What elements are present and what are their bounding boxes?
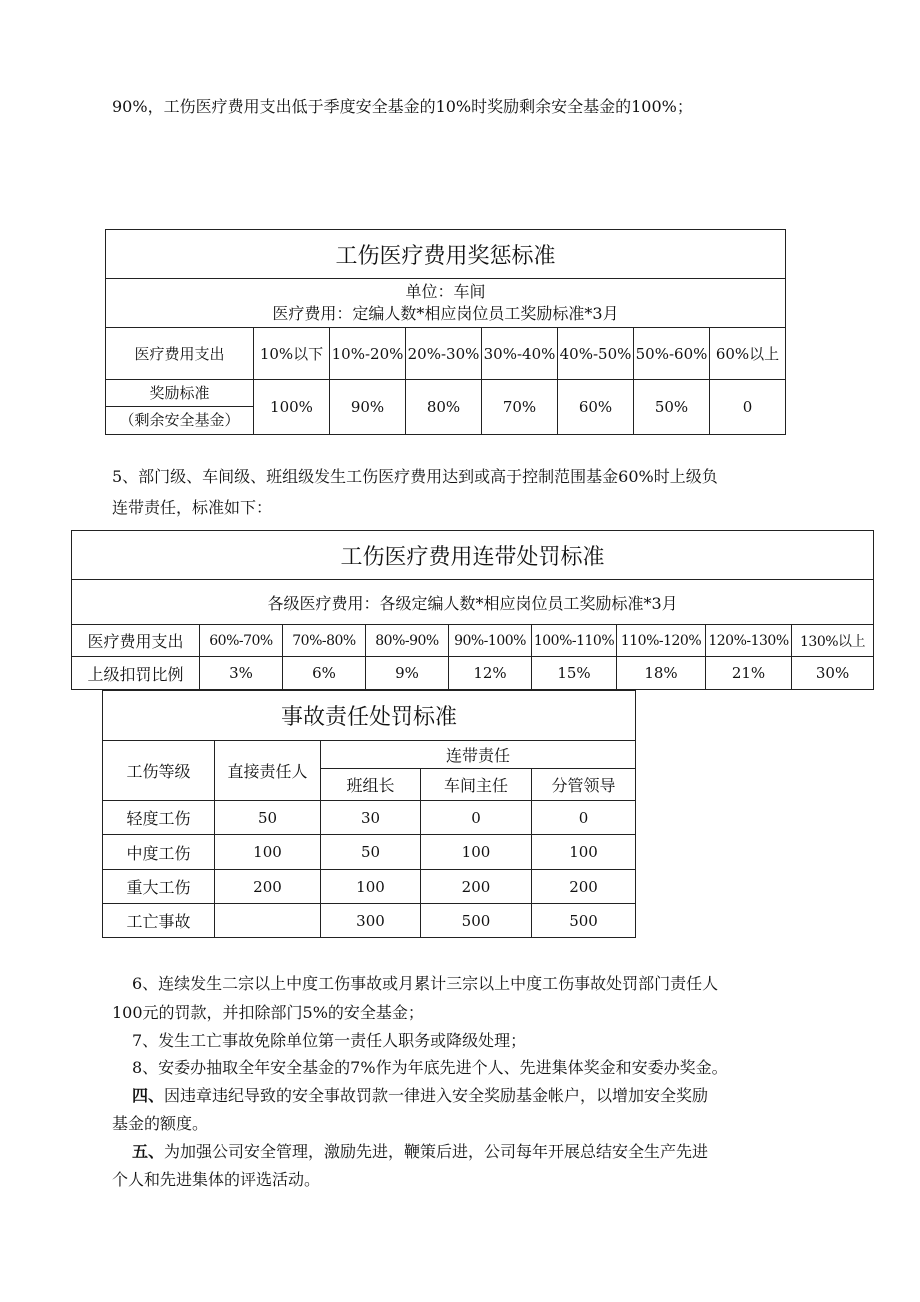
section-4-line-2: 基金的额度。 [112,1114,209,1133]
section-4-line-1 [132,1086,708,1106]
table1-range: 10%-20% [330,328,406,380]
table3-leader: 200 [532,870,636,904]
section-5-text: 为加强公司安全管理，激励先进，鞭策后进，公司每年开展总结安全生产先进 [164,1142,709,1161]
paragraph-6-line-2: 100元的罚款，并扣除部门5%的安全基金； [112,1003,424,1022]
table2-range: 90%-100% [449,625,532,657]
table3-workshop: 0 [421,801,532,835]
table2-penalty-label: 上级扣罚比例 [72,657,200,690]
table1-formula: 医疗费用：定编人数*相应岗位员工奖励标准*3月 [272,304,619,323]
table1-reward: 80% [406,380,482,435]
table1-reward: 0 [710,380,786,435]
table3-direct [215,904,321,938]
table-row [103,904,636,938]
table3-level: 轻度工伤 [103,801,215,835]
paragraph-8: 8、安委办抽取全年安全基金的7%作为年底先进个人、先进集体奖金和安委办奖金。 [132,1058,728,1077]
table2-range: 60%-70% [200,625,283,657]
table1-title: 工伤医疗费用奖惩标准 [106,230,786,279]
top-paragraph: 90%，工伤医疗费用支出低于季度安全基金的10%时奖励剩余安全基金的100%； [112,97,693,116]
table3-level: 工亡事故 [103,904,215,938]
table3-leader: 0 [532,801,636,835]
table2-row-header: 医疗费用支出 [72,625,200,657]
table2-range: 80%-90% [366,625,449,657]
table3-leader: 100 [532,835,636,870]
table2-title: 工伤医疗费用连带处罚标准 [72,531,874,580]
section-4-number: 四、 [132,1086,165,1105]
table3-direct: 50 [215,801,321,835]
table3-team: 30 [321,801,421,835]
table1-reward-label-1: 奖励标准 [106,380,253,407]
table1-reward-label-2: （剩余安全基金） [119,411,240,429]
table-row [103,870,636,904]
accident-responsibility-table [102,690,636,938]
table1-reward: 50% [634,380,710,435]
table3-col-level: 工伤等级 [103,741,215,801]
table2-range: 130%以上 [792,625,874,657]
table3-col-joint: 连带责任 [321,741,636,769]
paragraph-7: 7、发生工亡事故免除单位第一责任人职务或降级处理； [132,1031,527,1050]
table1-reward-label [106,380,254,435]
table3-team: 50 [321,835,421,870]
table2-penalty: 12% [449,657,532,690]
table1-reward: 60% [558,380,634,435]
table1-subtitle [106,279,786,328]
table2-penalty: 15% [532,657,617,690]
joint-penalty-table [71,530,874,690]
paragraph-5-line-2: 连带责任，标准如下： [112,498,273,517]
table1-range: 60%以上 [710,328,786,380]
table2-penalty: 30% [792,657,874,690]
table2-range: 70%-80% [283,625,366,657]
table-row [103,801,636,835]
table2-range: 110%-120% [617,625,706,657]
table1-range: 50%-60% [634,328,710,380]
table2-penalty: 3% [200,657,283,690]
table3-direct: 200 [215,870,321,904]
paragraph-6-line-1: 6、连续发生二宗以上中度工伤事故或月累计三宗以上中度工伤事故处罚部门责任人 [132,974,719,993]
medical-cost-reward-table [105,229,786,435]
table3-level: 重大工伤 [103,870,215,904]
table3-workshop: 100 [421,835,532,870]
table3-team: 100 [321,870,421,904]
table1-unit: 单位：车间 [405,282,486,301]
table3-col-leader: 分管领导 [532,769,636,801]
table3-workshop: 500 [421,904,532,938]
table3-workshop: 200 [421,870,532,904]
table1-reward: 90% [330,380,406,435]
table2-penalty: 18% [617,657,706,690]
table1-reward: 70% [482,380,558,435]
table2-range: 100%-110% [532,625,617,657]
table3-col-direct: 直接责任人 [215,741,321,801]
table2-penalty: 21% [706,657,792,690]
table2-penalty: 9% [366,657,449,690]
table3-direct: 100 [215,835,321,870]
table3-title: 事故责任处罚标准 [103,691,636,741]
table2-formula: 各级医疗费用：各级定编人数*相应岗位员工奖励标准*3月 [72,580,874,625]
table2-range: 120%-130% [706,625,792,657]
table3-level: 中度工伤 [103,835,215,870]
table3-leader: 500 [532,904,636,938]
section-5-line-1 [132,1142,708,1162]
section-5-line-2: 个人和先进集体的评选活动。 [112,1170,321,1189]
section-5-number: 五、 [132,1142,165,1161]
table2-penalty: 6% [283,657,366,690]
table3-team: 300 [321,904,421,938]
paragraph-5-line-1: 5、部门级、车间级、班组级发生工伤医疗费用达到或高于控制范围基金60%时上级负 [112,467,718,486]
table1-reward: 100% [254,380,330,435]
table3-col-workshop: 车间主任 [421,769,532,801]
table3-col-team: 班组长 [321,769,421,801]
section-4-text: 因违章违纪导致的安全事故罚款一律进入安全奖励基金帐户，以增加安全奖励 [164,1086,709,1105]
table1-range: 40%-50% [558,328,634,380]
table1-row-header: 医疗费用支出 [106,328,254,380]
table-row [103,835,636,870]
table1-range: 30%-40% [482,328,558,380]
table1-range: 10%以下 [254,328,330,380]
table1-range: 20%-30% [406,328,482,380]
